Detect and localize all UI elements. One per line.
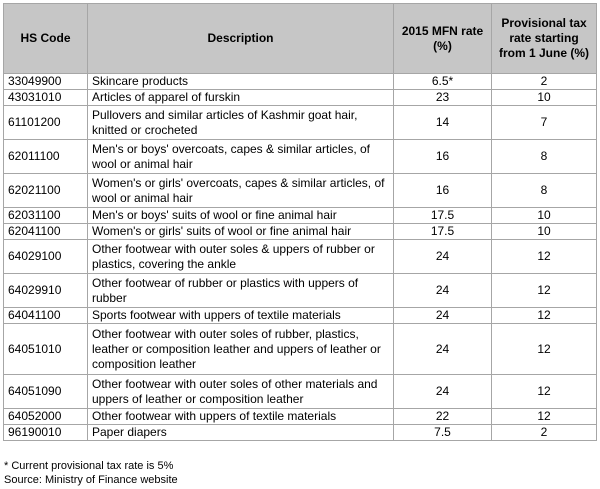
description-cell: Men's or boys' suits of wool or fine animal hair	[88, 208, 394, 224]
provisional-rate-cell: 8	[492, 140, 597, 174]
table-row	[4, 74, 597, 90]
mfn-rate-cell: 24	[394, 274, 492, 308]
table-row	[4, 240, 597, 274]
provisional-rate-cell: 8	[492, 174, 597, 208]
table-row	[4, 208, 597, 224]
footnote: * Current provisional tax rate is 5%	[4, 460, 174, 472]
mfn-rate-cell: 17.5	[394, 224, 492, 240]
description-cell: Men's or boys' overcoats, capes & similar articles, of wool or animal hair	[88, 140, 394, 174]
hs-code-cell: 64052000	[4, 409, 88, 425]
provisional-rate-cell: 10	[492, 224, 597, 240]
hs-code-cell: 62021100	[4, 174, 88, 208]
table-notes	[4, 459, 178, 487]
mfn-rate-cell: 14	[394, 106, 492, 140]
hs-code-cell: 62031100	[4, 208, 88, 224]
description-cell: Pullovers and similar articles of Kashmir goat hair, knitted or crocheted	[88, 106, 394, 140]
description-cell: Other footwear with uppers of textile materials	[88, 409, 394, 425]
hs-code-cell: 64029100	[4, 240, 88, 274]
tariff-table	[3, 3, 597, 441]
header-hs-code: HS Code	[4, 4, 88, 74]
hs-code-cell: 96190010	[4, 425, 88, 441]
header-mfn-rate: 2015 MFN rate (%)	[394, 4, 492, 74]
provisional-rate-cell: 12	[492, 240, 597, 274]
provisional-rate-cell: 12	[492, 308, 597, 324]
table-row	[4, 224, 597, 240]
hs-code-cell: 62011100	[4, 140, 88, 174]
mfn-rate-cell: 22	[394, 409, 492, 425]
provisional-rate-cell: 7	[492, 106, 597, 140]
hs-code-cell: 64029910	[4, 274, 88, 308]
mfn-rate-cell: 24	[394, 308, 492, 324]
description-cell: Women's or girls' suits of wool or fine animal hair	[88, 224, 394, 240]
mfn-rate-cell: 24	[394, 375, 492, 409]
mfn-rate-cell: 23	[394, 90, 492, 106]
provisional-rate-cell: 12	[492, 274, 597, 308]
provisional-rate-cell: 12	[492, 409, 597, 425]
table-row	[4, 425, 597, 441]
mfn-rate-cell: 16	[394, 174, 492, 208]
description-cell: Other footwear with outer soles of rubber, plastics, leather or composition leather and uppers of leather or composition leather	[88, 324, 394, 375]
table-row	[4, 106, 597, 140]
mfn-rate-cell: 16	[394, 140, 492, 174]
description-cell: Other footwear of rubber or plastics with uppers of rubber	[88, 274, 394, 308]
table-row	[4, 324, 597, 375]
description-cell: Sports footwear with uppers of textile materials	[88, 308, 394, 324]
source-note: Source: Ministry of Finance website	[4, 474, 178, 486]
mfn-rate-cell: 24	[394, 240, 492, 274]
description-cell: Other footwear with outer soles of other materials and uppers of leather or composition leather	[88, 375, 394, 409]
hs-code-cell: 64051090	[4, 375, 88, 409]
table-row	[4, 90, 597, 106]
provisional-rate-cell: 2	[492, 425, 597, 441]
table-row	[4, 140, 597, 174]
description-cell: Paper diapers	[88, 425, 394, 441]
mfn-rate-cell: 17.5	[394, 208, 492, 224]
header-row	[4, 4, 597, 74]
table-row	[4, 409, 597, 425]
mfn-rate-cell: 7.5	[394, 425, 492, 441]
table-row	[4, 308, 597, 324]
provisional-rate-cell: 12	[492, 324, 597, 375]
description-cell: Articles of apparel of furskin	[88, 90, 394, 106]
hs-code-cell: 64051010	[4, 324, 88, 375]
description-cell: Women's or girls' overcoats, capes & similar articles, of wool or animal hair	[88, 174, 394, 208]
hs-code-cell: 62041100	[4, 224, 88, 240]
table-row	[4, 375, 597, 409]
description-cell: Other footwear with outer soles & uppers of rubber or plastics, covering the ankle	[88, 240, 394, 274]
header-provisional-rate: Provisional tax rate starting from 1 June (%)	[492, 4, 597, 74]
hs-code-cell: 33049900	[4, 74, 88, 90]
provisional-rate-cell: 12	[492, 375, 597, 409]
hs-code-cell: 61101200	[4, 106, 88, 140]
hs-code-cell: 43031010	[4, 90, 88, 106]
hs-code-cell: 64041100	[4, 308, 88, 324]
provisional-rate-cell: 10	[492, 90, 597, 106]
table-row	[4, 174, 597, 208]
mfn-rate-cell: 24	[394, 324, 492, 375]
table-row	[4, 274, 597, 308]
description-cell: Skincare products	[88, 74, 394, 90]
header-description: Description	[88, 4, 394, 74]
provisional-rate-cell: 10	[492, 208, 597, 224]
provisional-rate-cell: 2	[492, 74, 597, 90]
mfn-rate-cell: 6.5*	[394, 74, 492, 90]
